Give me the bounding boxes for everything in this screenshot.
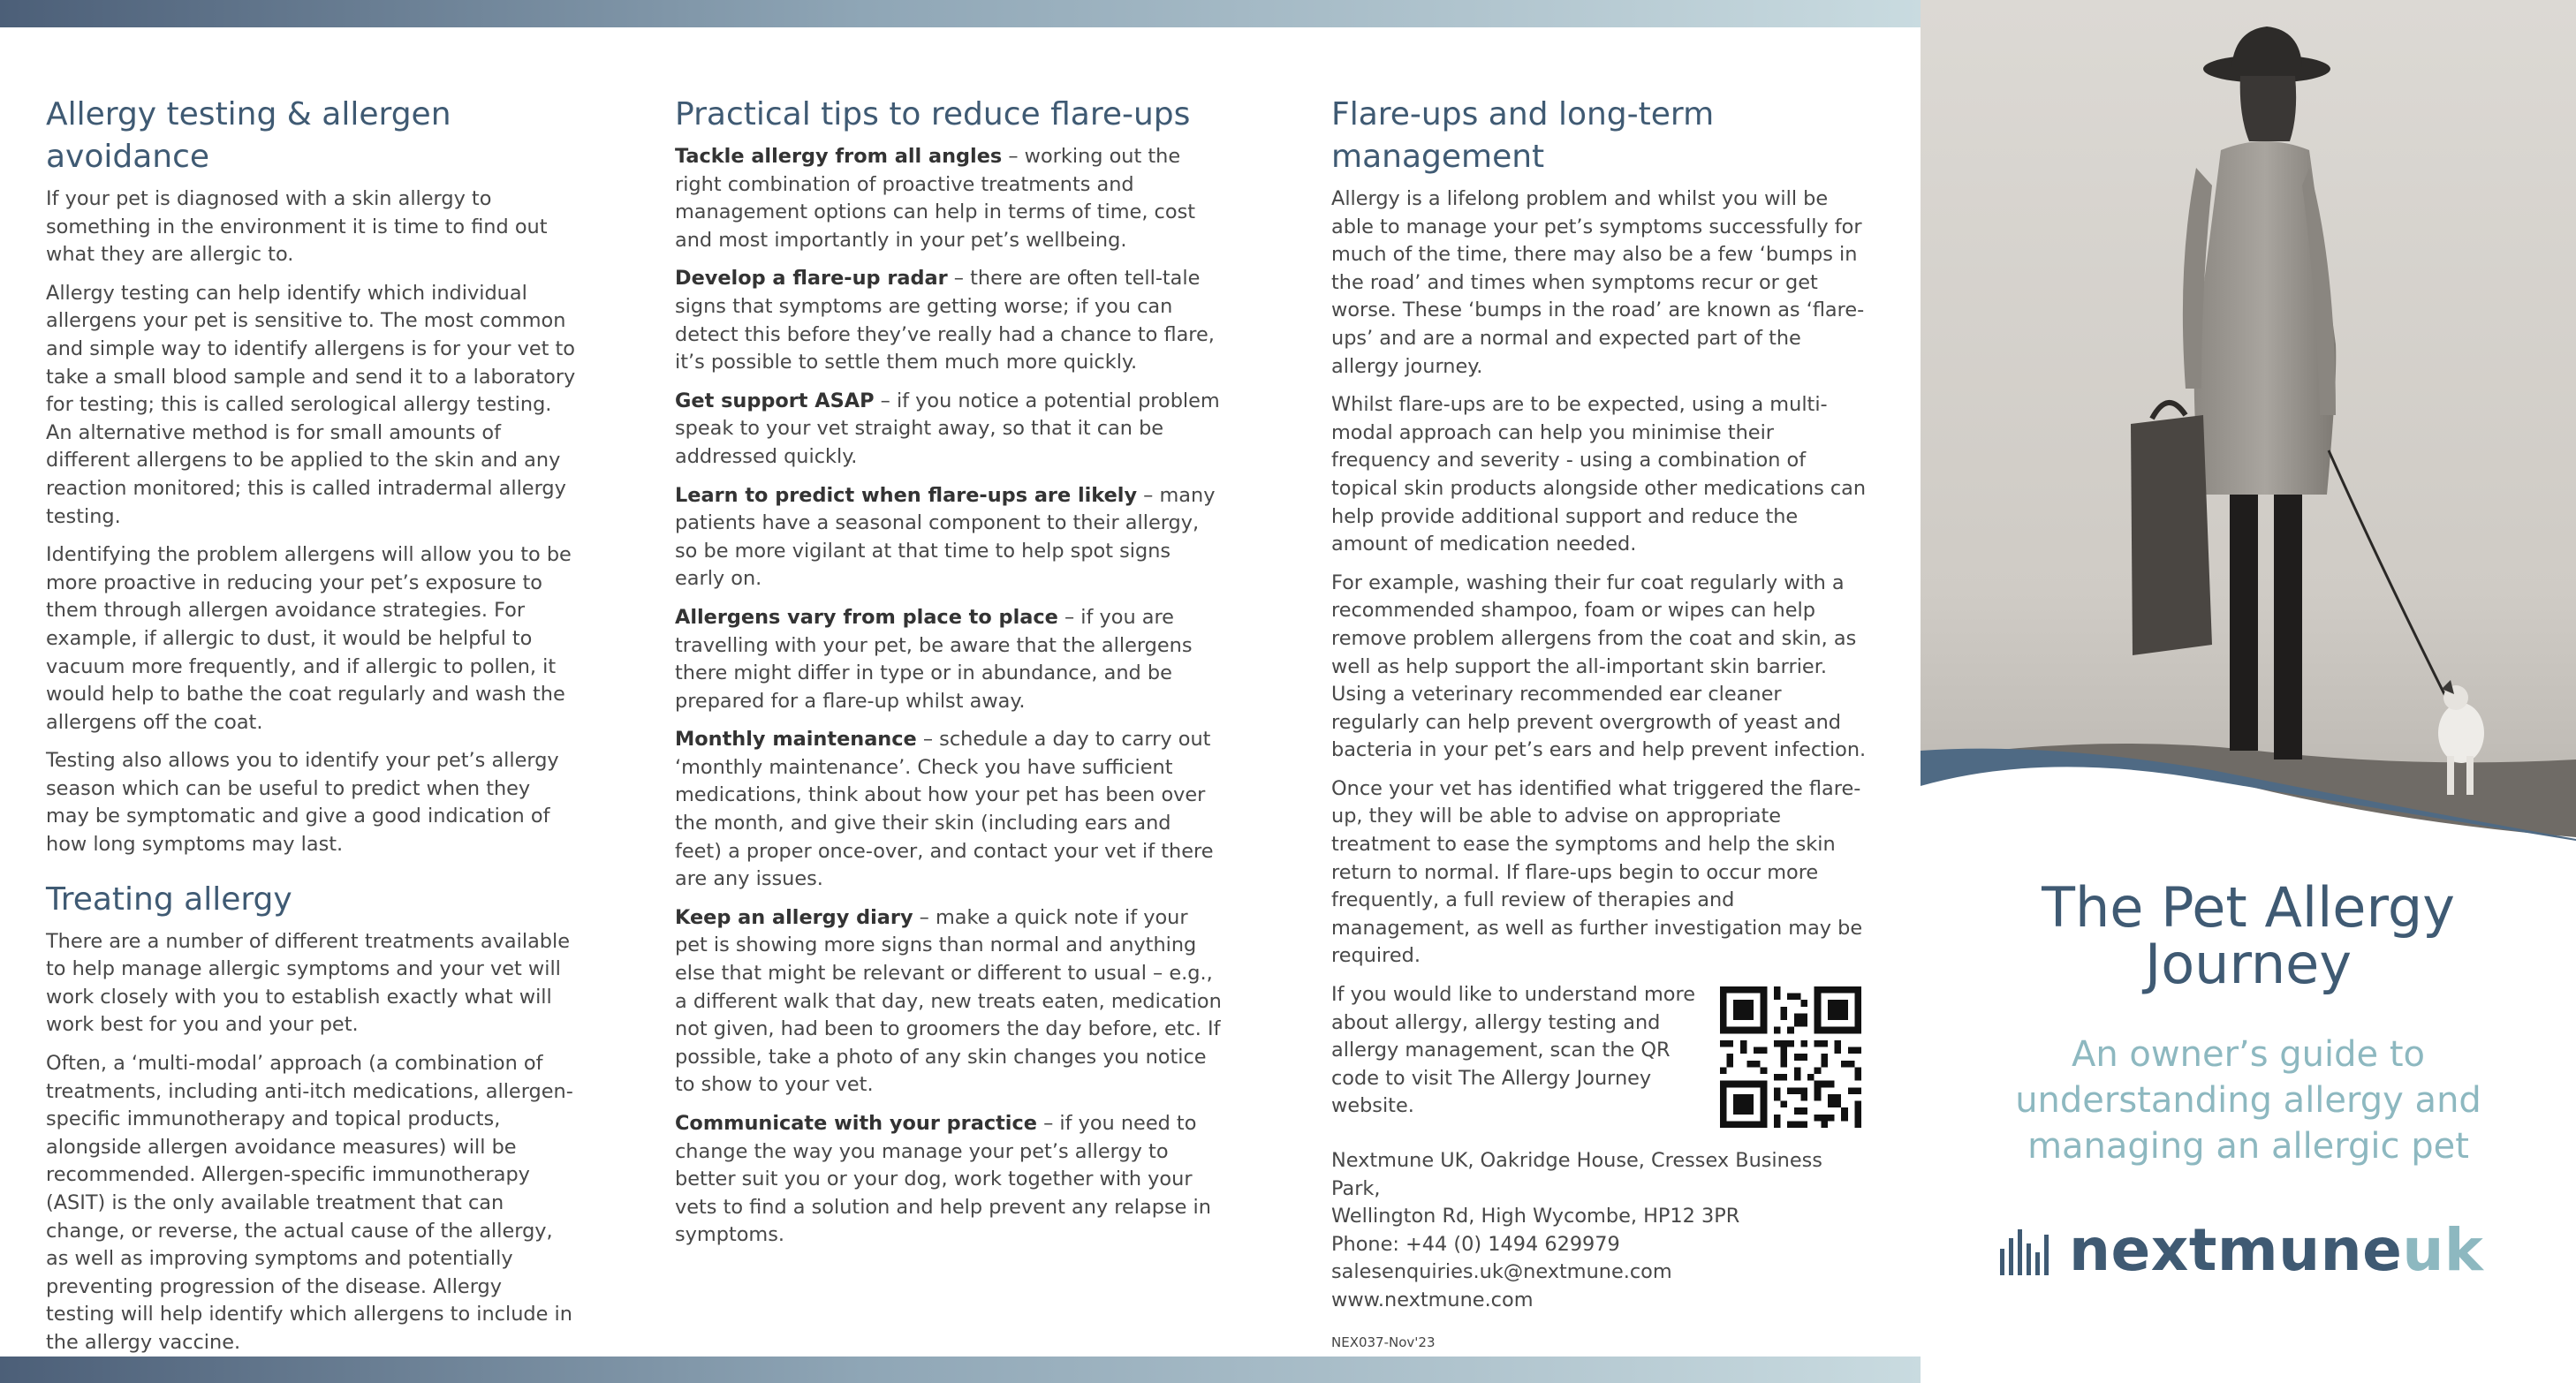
- email-link[interactable]: salesenquiries.uk@nextmune.com: [1331, 1260, 1672, 1284]
- tip-title: Monthly maintenance: [675, 728, 917, 752]
- tip-title: Communicate with your practice: [675, 1112, 1037, 1135]
- tip-text: – schedule a day to carry out ‘monthly maintenance’. Check you have sufficient medications, think about how your pet has been over the month, and give their skin (including ears and feet) a proper once-over, and contact your vet if there are any issues.: [675, 728, 1214, 891]
- paragraph: Allergy testing can help identify which individual allergens your pet is sensitive to. The most common and simple way to identify allergens is for your vet to take a small blood sample and send it to a laboratory for testing; this is called serological allergy testing. An alternative method is for small amounts of different allergens to be applied to the skin and any reaction monitored; this is called intradermal allergy testing.: [46, 281, 576, 528]
- logo-word-uk: uk: [2402, 1216, 2484, 1284]
- logo-word-nextmune: nextmune: [2069, 1216, 2403, 1284]
- website-link[interactable]: www.nextmune.com: [1331, 1288, 1534, 1311]
- tip-title: Develop a flare-up radar: [675, 267, 948, 291]
- qr-section: [1331, 981, 1870, 1121]
- tip-item: [675, 904, 1223, 1100]
- tip-item: [675, 143, 1223, 254]
- cover-subtitle-line: understanding allergy and: [2015, 1080, 2481, 1121]
- top-gradient-bar: [0, 0, 1921, 27]
- tip-item: [675, 1110, 1223, 1250]
- tip-title: Learn to predict when flare-ups are likely: [675, 483, 1138, 507]
- tip-text: – make a quick note if your pet is showing more signs than normal and anything else that might be relevant or different to usual – e.g., a different walk that day, new treats eaten, medication not given, had been to groomers the day before, etc. If possible, take a photo of any skin changes you notice to show to your vet.: [675, 905, 1222, 1097]
- heading-practical-tips: Practical tips to reduce flare-ups: [675, 96, 1191, 132]
- document-code: NEX037-Nov'23: [1331, 1334, 1436, 1350]
- tip-title: Allergens vary from place to place: [675, 605, 1058, 629]
- qr-code-icon[interactable]: [1720, 986, 1861, 1128]
- logo-wordmark: [2069, 1215, 2483, 1286]
- logo-bars-icon: [1998, 1226, 2060, 1282]
- cover-title-line: Journey: [2144, 932, 2352, 996]
- tip-title: Keep an allergy diary: [675, 905, 913, 929]
- paragraph: If your pet is diagnosed with a skin allergy to something in the environment it is time to find out what they are allergic to.: [46, 187, 548, 267]
- paragraph: Identifying the problem allergens will allow you to be more proactive in reducing your pet’s exposure to them through allergen avoidance strategies. For example, if allergic to dust, it would be helpful to vacuum more frequently, and if allergic to pollen, it would help to bathe the coat regularly and wash the allergens off the coat.: [46, 543, 572, 734]
- tip-title: Get support ASAP: [675, 389, 875, 412]
- contact-address: [1331, 1147, 1870, 1315]
- paragraph: Often, a ‘multi-modal’ approach (a combination of treatments, including anti-itch medications, allergen-specific immunotherapy and topical products, alongside allergen avoidance measures) will be recommended. Allergen-specific immunotherapy (ASIT) is the only available treatment that can change, or reverse, the actual cause of the allergy, as well as improving symptoms and potentially preventing progression of the disease. Allergy testing will help identify which allergens to include in the allergy vaccine.: [46, 1052, 573, 1354]
- heading-flare-ups: Flare-ups and long-term management: [1331, 96, 1715, 175]
- cover-photo-woman-walking-dog: [1921, 0, 2576, 848]
- phone: Phone: +44 (0) 1494 629979: [1331, 1232, 1620, 1256]
- tip-text: – if you notice a potential problem speak to your vet straight away, so that it can be addressed quickly.: [675, 389, 1220, 468]
- heading-allergy-testing: Allergy testing & allergen avoidance: [46, 96, 451, 175]
- paragraph: Allergy is a lifelong problem and whilst you will be able to manage your pet’s symptoms successfully for much of the time, there may also be a few ‘bumps in the road’ and times when symptoms recur or get worse. These ‘bumps in the road’ are known as ‘flare-ups’ and are a normal and expected part of the allergy journey.: [1331, 187, 1865, 378]
- paragraph: Testing also allows you to identify your pet’s allergy season which can be useful to predict when they may be symptomatic and give a good indication of how long symptoms may last.: [46, 749, 559, 857]
- tip-item: [675, 604, 1223, 715]
- tip-text: – if you are travelling with your pet, be aware that the allergens there might differ in type or in abundance, and be prepared for a flare-up whilst away.: [675, 605, 1193, 713]
- column-testing-treating: [46, 94, 576, 1368]
- cover-title-line: The Pet Allergy: [2042, 875, 2455, 940]
- cover-panel: [1921, 0, 2576, 1383]
- paragraph: For example, washing their fur coat regularly with a recommended shampoo, foam or wipes can help remove problem allergens from the coat and skin, as well as help support the all-important skin barrier. Using a veterinary recommended ear cleaner regularly can help prevent overgrowth of yeast and bacteria in your pet’s ears and help prevent infection.: [1331, 571, 1867, 762]
- tip-title: Tackle allergy from all angles: [675, 145, 1003, 168]
- tip-text: – working out the right combination of proactive treatments and management options can help in terms of time, cost and most importantly in your pet’s wellbeing.: [675, 145, 1196, 252]
- column-flare-ups: [1331, 94, 1870, 1350]
- cover-subtitle-line: An owner’s guide to: [2071, 1034, 2426, 1075]
- cover-subtitle-line: managing an allergic pet: [2027, 1126, 2469, 1167]
- tip-text: – many patients have a seasonal component to their allergy, so be more vigilant at that time to help spot signs early on.: [675, 483, 1216, 591]
- tip-item: [675, 265, 1223, 376]
- paragraph: Whilst flare-ups are to be expected, using a multi-modal approach can help you minimise their frequency and severity - using a combination of topical skin products alongside other medications can help provide additional support and reduce the amount of medication needed.: [1331, 393, 1867, 556]
- tip-item: [675, 726, 1223, 894]
- tip-text: – if you need to change the way you manage your pet’s allergy to better suit you or your dog, work together with your vets to find a solution and help prevent any relapse in symptoms.: [675, 1112, 1211, 1247]
- cover-title: [1921, 875, 2576, 996]
- heading-treating-allergy: Treating allergy: [46, 880, 292, 918]
- cover-subtitle: [1921, 1032, 2576, 1169]
- paragraph: Once your vet has identified what triggered the flare-up, they will be able to advise on appropriate treatment to ease the symptoms and help the skin return to normal. If flare-ups begin to occur more frequently, a full review of therapies and management, as well as further investigation may be required.: [1331, 776, 1863, 968]
- paragraph: There are a number of different treatments available to help manage allergic symptoms and your vet will work closely with you to establish exactly what will work best for you and your pet.: [46, 929, 571, 1037]
- tip-item: [675, 482, 1223, 593]
- address-line: Wellington Rd, High Wycombe, HP12 3PR: [1331, 1205, 1740, 1228]
- tip-item: [675, 388, 1223, 472]
- qr-description: If you would like to understand more about allergy, allergy testing and allergy management, scan the QR code to visit The Allergy Journey website.: [1331, 983, 1695, 1118]
- address-line: Nextmune UK, Oakridge House, Cressex Business Park,: [1331, 1149, 1822, 1200]
- column-practical-tips: [675, 94, 1223, 1260]
- nextmune-logo: [1998, 1215, 2528, 1286]
- tip-text: – there are often tell-tale signs that symptoms are getting worse; if you can detect this before they’ve really had a chance to flare, it’s possible to settle them much more quickly.: [675, 267, 1215, 374]
